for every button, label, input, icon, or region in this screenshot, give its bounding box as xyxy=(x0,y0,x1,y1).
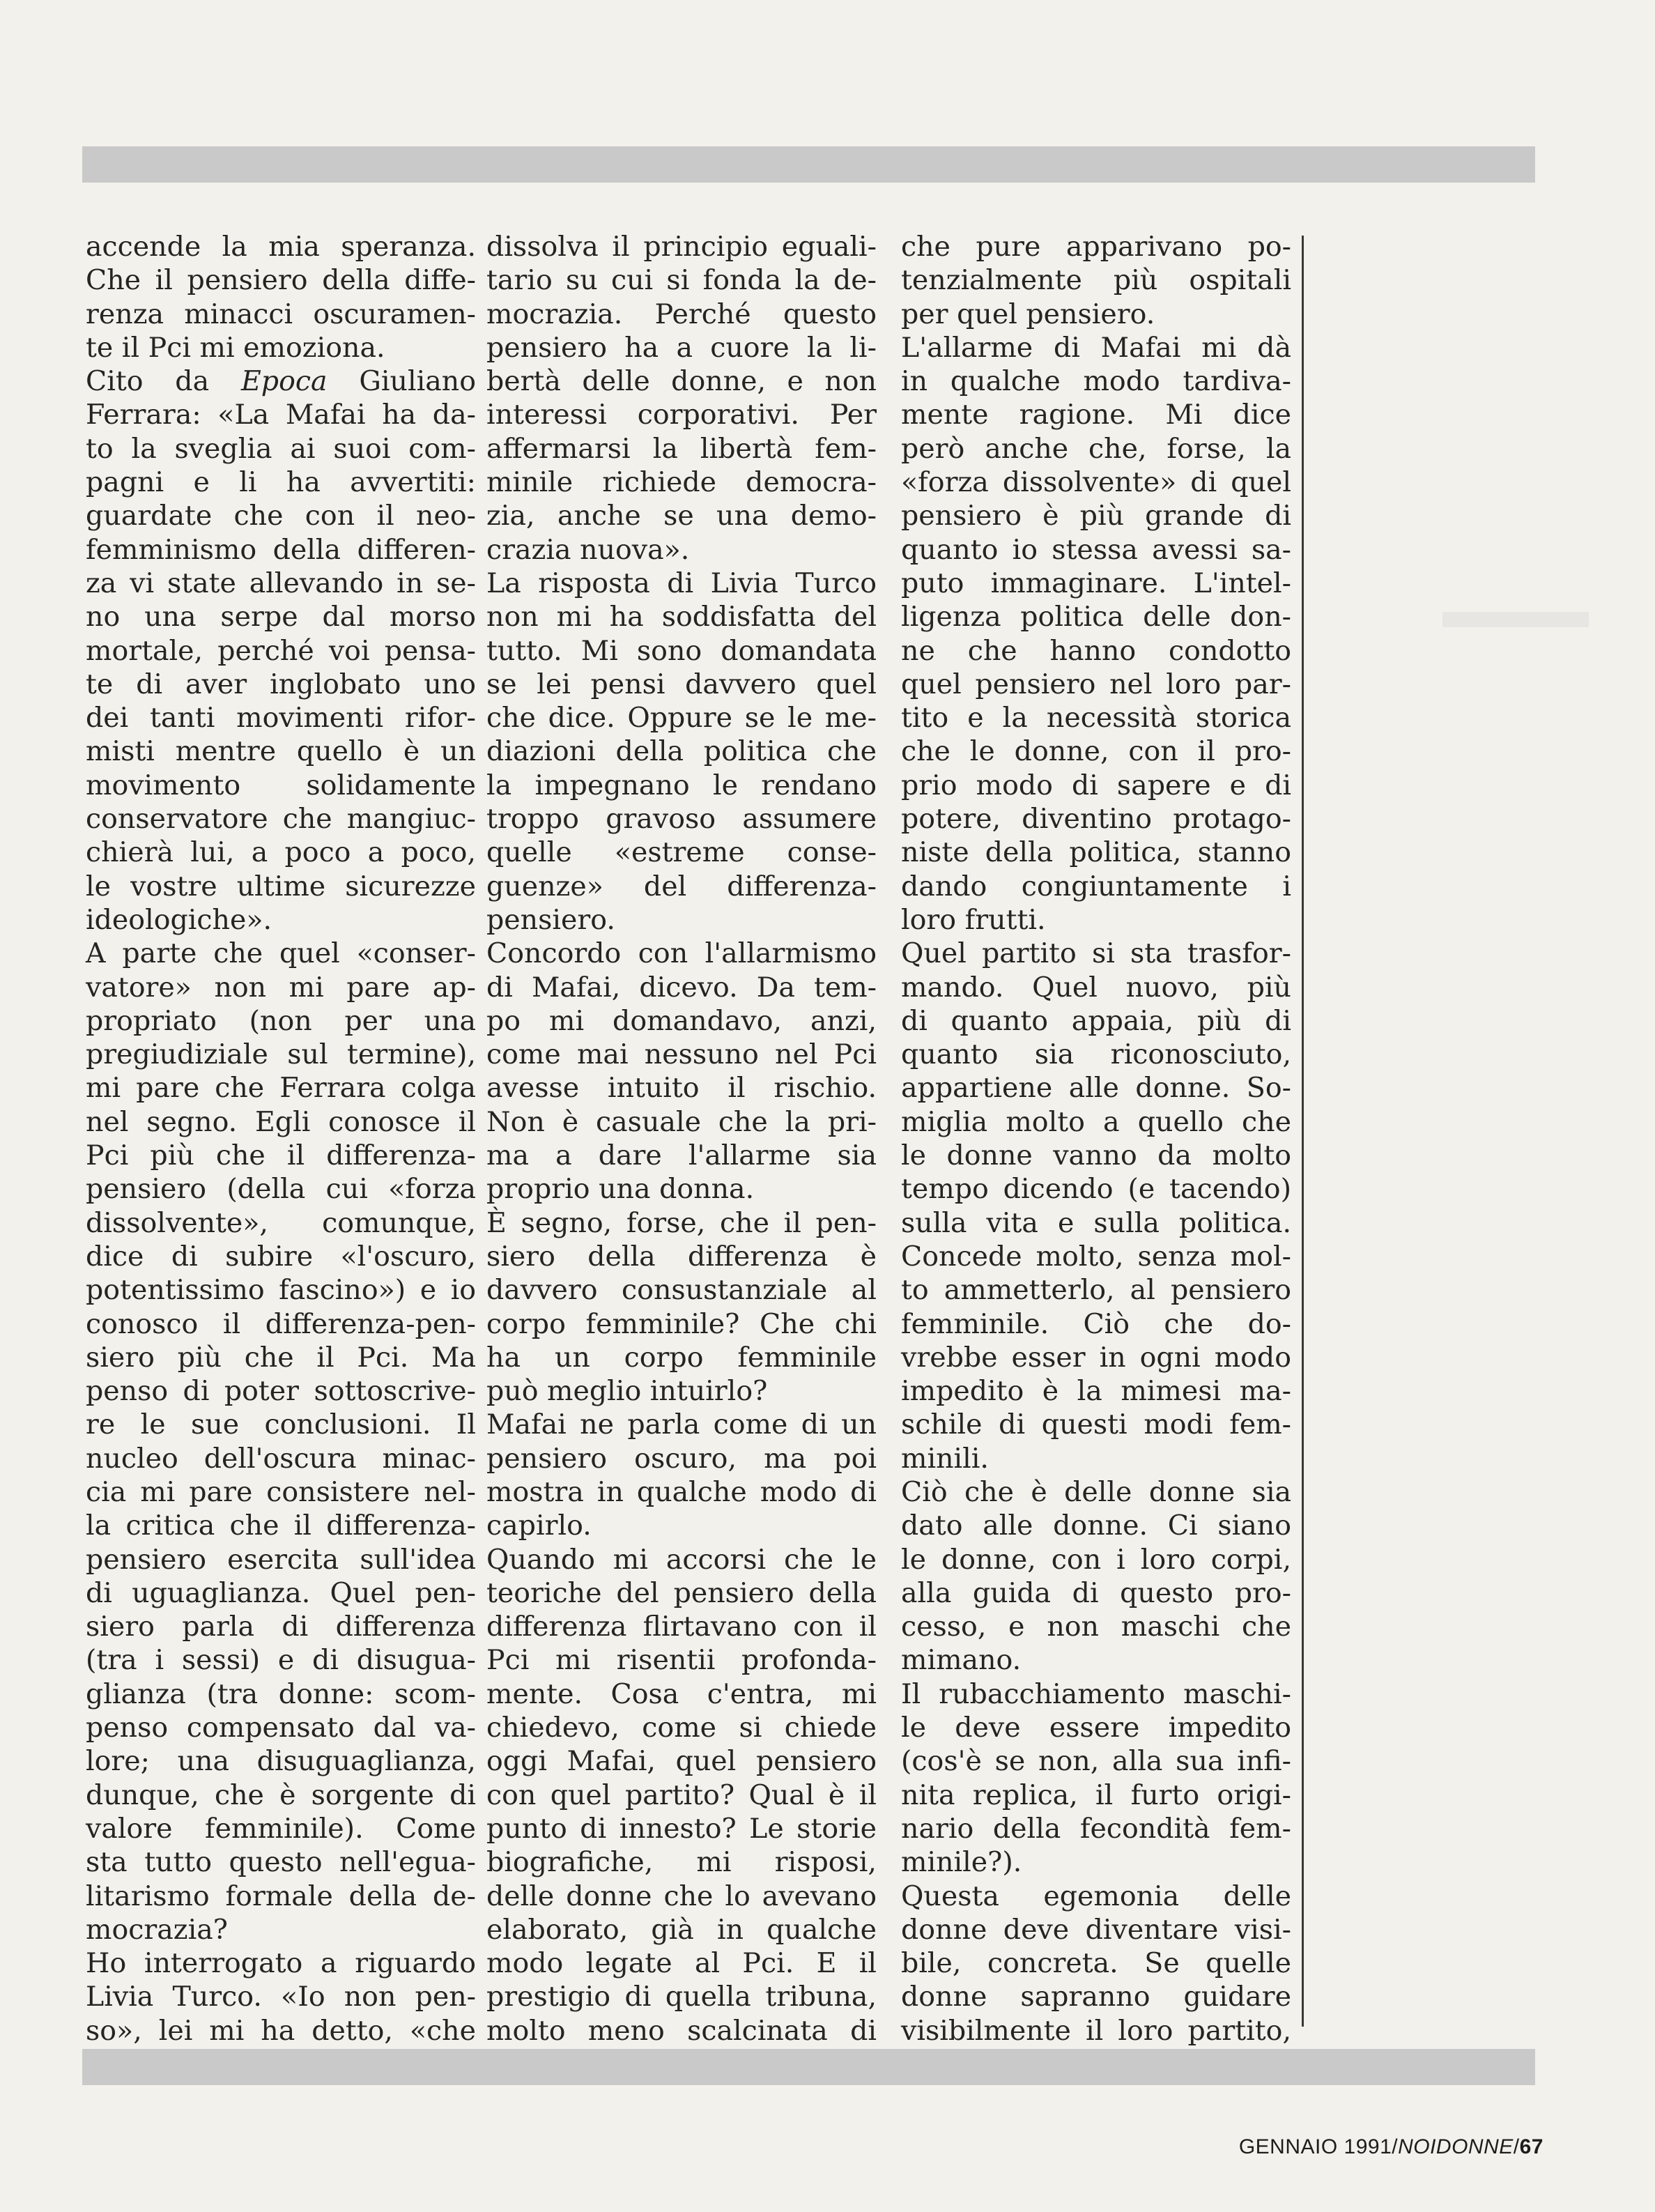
text-line: tutto. Mi sono domandata xyxy=(486,634,877,667)
text-line: mi pare che Ferrara colga xyxy=(86,1072,476,1105)
text-line: quanto sia riconosciuto, xyxy=(901,1038,1291,1071)
text-line: per quel pensiero. xyxy=(901,298,1155,330)
text-line: mortale, perché voi pensa- xyxy=(86,634,476,667)
text-line: siero più che il Pci. Ma xyxy=(86,1341,476,1374)
text-line: proprio una donna. xyxy=(486,1173,755,1206)
text-line: no una serpe dal morso xyxy=(86,601,476,633)
text-line: to la sveglia ai suoi com- xyxy=(86,432,476,465)
text-line: glianza (tra donne: scom- xyxy=(86,1677,476,1710)
text-line: bertà delle donne, e non xyxy=(486,365,877,398)
text-line: chiedevo, come si chiede xyxy=(486,1712,877,1744)
text-line: ligenza politica delle don- xyxy=(901,601,1291,633)
text-line: ne che hanno condotto xyxy=(901,634,1291,667)
text-line: affermarsi la libertà fem- xyxy=(486,432,877,465)
text-line: che pure apparivano po- xyxy=(901,231,1291,263)
text-line: Questa egemonia delle xyxy=(901,1880,1291,1912)
text-line: le donne vanno da molto xyxy=(901,1139,1291,1172)
text-line: dunque, che è sorgente di xyxy=(86,1779,476,1811)
text-line: Ho interrogato a riguardo xyxy=(86,1947,476,1980)
text-line: po mi domandavo, anzi, xyxy=(486,1004,877,1037)
text-line: minile?). xyxy=(901,1846,1022,1879)
text-line: mocrazia? xyxy=(86,1913,228,1946)
text-line: ha un corpo femminile xyxy=(486,1341,877,1374)
text-line: cesso, e non maschi che xyxy=(901,1611,1291,1643)
text-line: tito e la necessità storica xyxy=(901,702,1291,735)
text-line: prio modo di sapere e di xyxy=(901,769,1291,801)
text-line: dissolvente», comunque, xyxy=(86,1206,476,1239)
text-line: to ammetterlo, al pensiero xyxy=(901,1274,1291,1307)
text-line: quel pensiero nel loro par- xyxy=(901,668,1291,700)
text-line: molto meno scalcinata di xyxy=(486,2014,877,2047)
text-line: prestigio di quella tribuna, xyxy=(486,1981,877,2013)
text-line: quanto io stessa avessi sa- xyxy=(901,533,1291,566)
text-column-1 xyxy=(86,230,476,2081)
text-line: lore; una disuguaglianza, xyxy=(86,1745,476,1778)
text-line: vatore» non mi pare ap- xyxy=(86,971,476,1004)
text-line: «forza dissolvente» di quel xyxy=(901,466,1291,499)
footer-page-number: 67 xyxy=(1519,2135,1544,2158)
text-line: chierà lui, a poco a poco, xyxy=(86,836,476,869)
text-line: come mai nessuno nel Pci xyxy=(486,1038,877,1071)
text-line: quelle «estreme conse- xyxy=(486,836,877,869)
text-line: che dice. Oppure se le me- xyxy=(486,702,877,735)
text-line: Livia Turco. «Io non pen- xyxy=(86,1981,476,2013)
text-line: però anche che, forse, la xyxy=(901,432,1291,465)
text-line: punto di innesto? Le storie xyxy=(486,1812,877,1845)
footer-separator: / xyxy=(1513,2135,1520,2158)
text-line: donne deve diventare visi- xyxy=(901,1913,1291,1946)
text-line: Ciò che è delle donne sia xyxy=(901,1475,1291,1508)
text-line: misti mentre quello è un xyxy=(86,735,476,768)
show-through-block xyxy=(1442,612,1589,627)
text-line: siero parla di differenza xyxy=(86,1611,476,1643)
text-line: nucleo dell'oscura minac- xyxy=(86,1442,476,1475)
text-line: Il rubacchiamento maschi- xyxy=(901,1677,1291,1710)
text-line: puto immaginare. L'intel- xyxy=(901,567,1291,599)
text-line: di quanto appaia, più di xyxy=(901,1004,1291,1037)
text-line: femminismo della differen- xyxy=(86,533,476,566)
text-line: penso di poter sottoscrive- xyxy=(86,1375,476,1408)
text-line: Quel partito si sta trasfor- xyxy=(901,937,1291,970)
text-line: ma a dare l'allarme sia xyxy=(486,1139,877,1172)
text-line: se lei pensi davvero quel xyxy=(486,668,877,700)
text-line: pensiero esercita sull'idea xyxy=(86,1543,476,1576)
text-line: potere, diventino protago- xyxy=(901,803,1291,836)
text-line: schile di questi modi fem- xyxy=(901,1408,1291,1441)
text-line: pregiudiziale sul termine), xyxy=(86,1038,476,1071)
text-line: bile, concreta. Se quelle xyxy=(901,1947,1291,1980)
text-line: Pci più che il differenza- xyxy=(86,1139,476,1172)
text-line: ideologiche». xyxy=(86,903,272,936)
text-line: guardate che con il neo- xyxy=(86,500,476,532)
text-line: te di aver inglobato uno xyxy=(86,668,476,700)
text-line: non mi ha soddisfatta del xyxy=(486,601,877,633)
text-line: tenzialmente più ospitali xyxy=(901,264,1291,297)
text-line: pensiero è più grande di xyxy=(901,500,1291,532)
text-line: differenza flirtavano con il xyxy=(486,1611,877,1643)
text-line: mostra in qualche modo di xyxy=(486,1475,877,1508)
text-line: Concordo con l'allarmismo xyxy=(486,937,877,970)
text-line: Pci mi risentii profonda- xyxy=(486,1644,877,1677)
text-line: minili. xyxy=(901,1442,989,1475)
text-line: modo legate al Pci. E il xyxy=(486,1947,877,1980)
text-line: valore femminile). Come xyxy=(86,1812,476,1845)
text-line: te il Pci mi emoziona. xyxy=(86,331,385,364)
text-line: con quel partito? Qual è il xyxy=(486,1779,877,1811)
text-line: teoriche del pensiero della xyxy=(486,1576,877,1609)
text-line: delle donne che lo avevano xyxy=(486,1880,877,1912)
text-line: L'allarme di Mafai mi dà xyxy=(901,331,1291,364)
text-line: miglia molto a quello che xyxy=(901,1105,1291,1138)
text-line: Cito da Epoca Giuliano xyxy=(86,365,476,398)
text-line: minile richiede democra- xyxy=(486,466,877,499)
text-line: so», lei mi ha detto, «che xyxy=(86,2014,476,2047)
text-line: femminile. Ciò che do- xyxy=(901,1307,1291,1340)
text-line: A parte che quel «conser- xyxy=(86,937,476,970)
text-line: dice di subire «l'oscuro, xyxy=(86,1240,476,1273)
text-line: La risposta di Livia Turco xyxy=(486,567,877,599)
text-line: Ferrara: «La Mafai ha da- xyxy=(86,399,476,431)
text-line: siero della differenza è xyxy=(486,1240,877,1273)
text-line: alla guida di questo pro- xyxy=(901,1576,1291,1609)
text-line: mimano. xyxy=(901,1644,1022,1677)
text-line: nario della fecondità fem- xyxy=(901,1812,1291,1845)
text-line: la critica che il differenza- xyxy=(86,1510,476,1542)
text-line: vrebbe esser in ogni modo xyxy=(901,1341,1291,1374)
text-line: accende la mia speranza. xyxy=(86,231,476,263)
text-line: donne sapranno guidare xyxy=(901,1981,1291,2013)
text-line: cia mi pare consistere nel- xyxy=(86,1475,476,1508)
text-line: re le sue conclusioni. Il xyxy=(86,1408,476,1441)
text-line: dando congiuntamente i xyxy=(901,870,1291,903)
text-line: litarismo formale della de- xyxy=(86,1880,476,1912)
text-line: nel segno. Egli conosce il xyxy=(86,1105,476,1138)
text-line: (cos'è se non, alla sua infi- xyxy=(901,1745,1291,1778)
text-line: Che il pensiero della diffe- xyxy=(86,264,476,297)
text-line: biografiche, mi risposi, xyxy=(486,1846,877,1879)
text-line: movimento solidamente xyxy=(86,769,476,801)
text-line: elaborato, già in qualche xyxy=(486,1913,877,1946)
text-line: la impegnano le rendano xyxy=(486,769,877,801)
magazine-title: Epoca xyxy=(240,365,328,398)
text-line: za vi state allevando in se- xyxy=(86,567,476,599)
text-line: sulla vita e sulla politica. xyxy=(901,1206,1291,1239)
footer-date: GENNAIO 1991/ xyxy=(1238,2135,1399,2158)
text-line: mocrazia. Perché questo xyxy=(486,298,877,330)
text-line: crazia nuova». xyxy=(486,533,690,566)
text-line: conservatore che mangiuc- xyxy=(86,803,476,836)
top-decorative-bar xyxy=(82,146,1535,183)
text-line: appartiene alle donne. So- xyxy=(901,1072,1291,1105)
text-line: (tra i sessi) e di disugua- xyxy=(86,1644,476,1677)
text-line: in qualche modo tardiva- xyxy=(901,365,1291,398)
text-line: propriato (non per una xyxy=(86,1004,476,1037)
text-line: di uguaglianza. Quel pen- xyxy=(86,1576,476,1609)
text-line: conosco il differenza-pen- xyxy=(86,1307,476,1340)
text-line: impedito è la mimesi ma- xyxy=(901,1375,1291,1408)
text-line: davvero consustanziale al xyxy=(486,1274,877,1307)
text-line: pensiero (della cui «forza xyxy=(86,1173,476,1206)
footer-publication: NOIDONNE xyxy=(1398,2135,1514,2158)
text-line: Non è casuale che la pri- xyxy=(486,1105,877,1138)
text-line: di Mafai, dicevo. Da tem- xyxy=(486,971,877,1004)
text-line: pensiero ha a cuore la li- xyxy=(486,331,877,364)
text-line: mente. Cosa c'entra, mi xyxy=(486,1677,877,1710)
text-line: nita replica, il furto origi- xyxy=(901,1779,1291,1811)
page-footer xyxy=(1239,2135,1544,2159)
text-line: dissolva il principio eguali- xyxy=(486,231,877,263)
text-line: le deve essere impedito xyxy=(901,1712,1291,1744)
text-line: avesse intuito il rischio. xyxy=(486,1072,877,1105)
text-line: renza minacci oscuramen- xyxy=(86,298,476,330)
text-line: tario su cui si fonda la de- xyxy=(486,264,877,297)
text-line: le donne, con i loro corpi, xyxy=(901,1543,1291,1576)
text-line: visibilmente il loro partito, xyxy=(901,2014,1291,2047)
text-line: corpo femminile? Che chi xyxy=(486,1307,877,1340)
text-line: Quando mi accorsi che le xyxy=(486,1543,877,1576)
text-line: che le donne, con il pro- xyxy=(901,735,1291,768)
text-line: zia, anche se una demo- xyxy=(486,500,877,532)
text-line: niste della politica, stanno xyxy=(901,836,1291,869)
text-line: È segno, forse, che il pen- xyxy=(486,1206,877,1239)
text-line: pensiero oscuro, ma poi xyxy=(486,1442,877,1475)
text-line: mente ragione. Mi dice xyxy=(901,399,1291,431)
text-line: Concede molto, senza mol- xyxy=(901,1240,1291,1273)
text-column-3 xyxy=(901,230,1291,2081)
text-line: loro frutti. xyxy=(901,903,1046,936)
text-line: troppo gravoso assumere xyxy=(486,803,877,836)
text-line: le vostre ultime sicurezze xyxy=(86,870,476,903)
column-rule xyxy=(1302,236,1304,2027)
text-line: pagni e li ha avvertiti: xyxy=(86,466,476,499)
text-line: diazioni della politica che xyxy=(486,735,877,768)
text-line: penso compensato dal va- xyxy=(86,1712,476,1744)
text-line: potentissimo fascino») e io xyxy=(86,1274,476,1307)
text-line: guenze» del differenza- xyxy=(486,870,877,903)
text-line: dato alle donne. Ci siano xyxy=(901,1510,1291,1542)
text-line: capirlo. xyxy=(486,1510,592,1542)
text-line: interessi corporativi. Per xyxy=(486,399,877,431)
text-line: sta tutto questo nell'egua- xyxy=(86,1846,476,1879)
text-column-2 xyxy=(486,230,877,2081)
text-line: mando. Quel nuovo, più xyxy=(901,971,1291,1004)
text-line: pensiero. xyxy=(486,903,615,936)
bottom-decorative-bar xyxy=(82,2049,1535,2085)
text-line: può meglio intuirlo? xyxy=(486,1375,768,1408)
text-line: oggi Mafai, quel pensiero xyxy=(486,1745,877,1778)
text-line: tempo dicendo (e tacendo) xyxy=(901,1173,1291,1206)
text-line: Mafai ne parla come di un xyxy=(486,1408,877,1441)
text-line: dei tanti movimenti rifor- xyxy=(86,702,476,735)
